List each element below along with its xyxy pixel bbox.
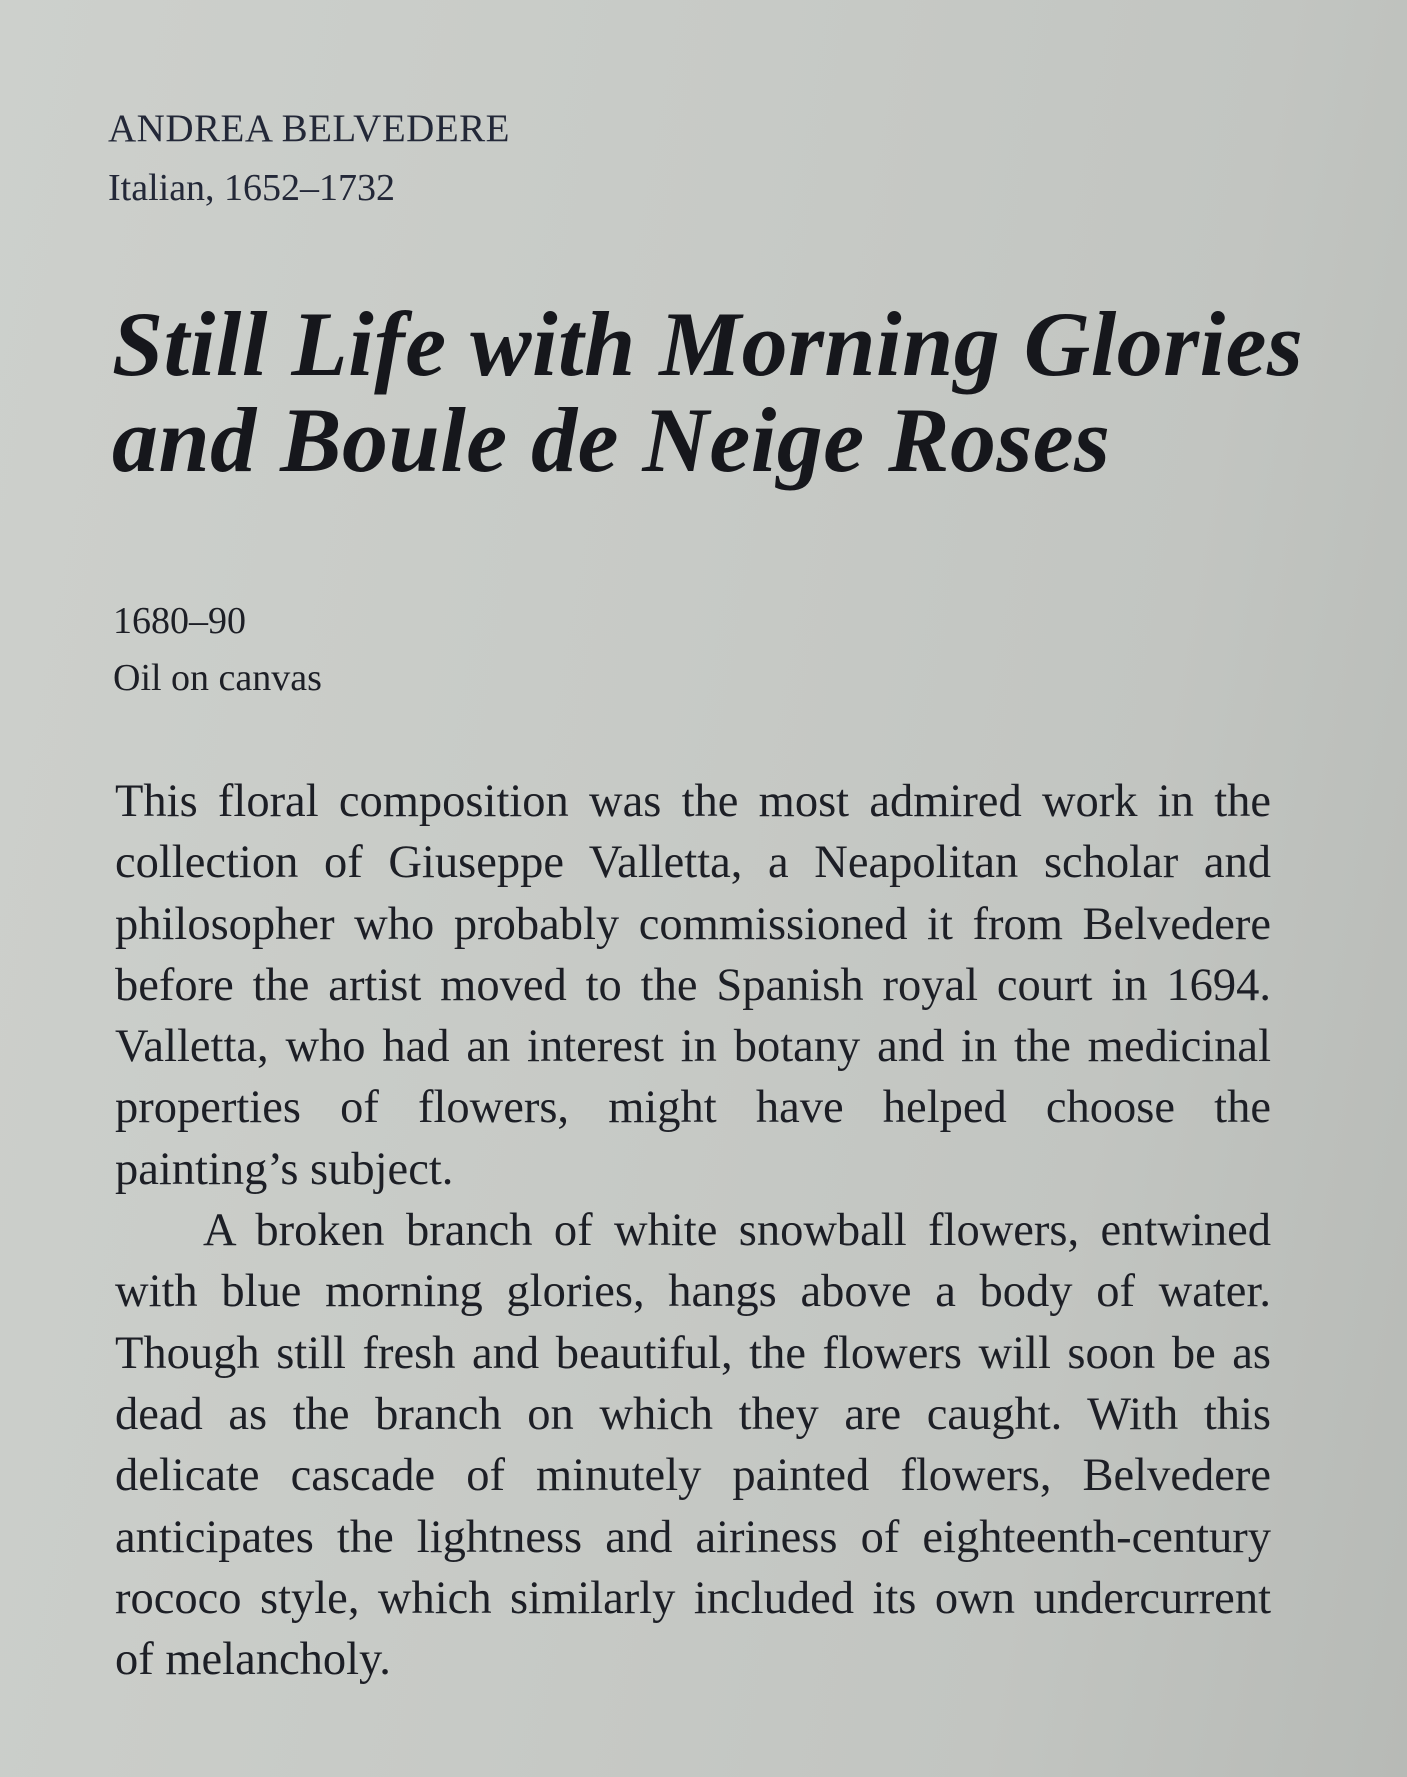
artwork-title: Still Life with Morning Glories and Boule de Neige Roses	[112, 293, 1304, 491]
artwork-description	[115, 771, 1271, 1690]
description-paragraph: This floral composition was the most admired work in the collection of Giuseppe Valletta, a Neapolitan scholar and philosopher who probably commissioned it from Belvedere before the artist moved to the Spanish royal court in 1694. Valletta, who had an interest in botany and in the medicinal properties of flowers, might have helped choose the painting’s subject.	[115, 776, 1271, 1195]
artist-name: ANDREA BELVEDERE	[108, 107, 510, 150]
artwork-date: 1680–90	[113, 600, 246, 642]
artwork-medium: Oil on canvas	[113, 657, 322, 699]
description-paragraph: A broken branch of white snowball flowers, entwined with blue morning glories, hangs above a body of water. Though still fresh and beautiful, the flowers will soon be as dead as the branch on which they are caught. With this delicate cascade of minutely painted flowers, Belvedere anticipates the lightness and airiness of eighteenth-century rococo style, which similarly included its own undercurrent of melancholy.	[115, 1205, 1271, 1686]
artist-nationality-dates: Italian, 1652–1732	[108, 167, 396, 209]
